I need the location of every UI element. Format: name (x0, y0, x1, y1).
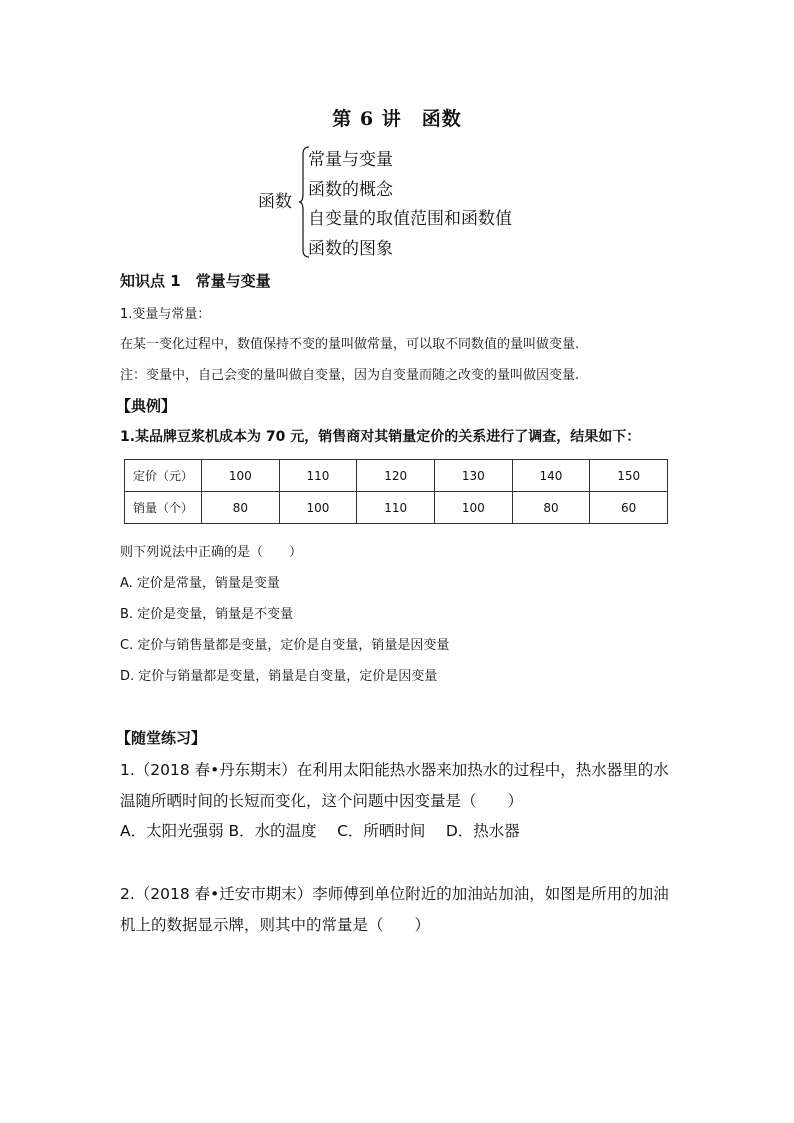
practice-q2-line1: 2.（2018 春•迁安市期末）李师傅到单位附近的加油站加油，如图是所用的加油 (120, 885, 669, 903)
practice-q2-line2: 机上的数据显示牌，则其中的常量是（ ） (120, 916, 431, 934)
overview-label: 函数 (258, 192, 292, 212)
table-cell: 100 (434, 492, 512, 524)
option-c: C. 定价与销售量都是变量，定价是自变量，销量是因变量 (120, 638, 450, 653)
option-d: D. 定价与销量都是变量，销量是自变量，定价是因变量 (120, 669, 438, 684)
table-cell: 100 (279, 492, 357, 524)
example-heading: 【典例】 (116, 397, 177, 415)
table-cell: 80 (202, 492, 280, 524)
table-cell: 110 (279, 460, 357, 492)
practice-q1-options: A．太阳光强弱 B．水的温度 C．所晒时间 D．热水器 (120, 822, 520, 840)
section-subheading: 1.变量与常量： (120, 307, 211, 322)
row-header: 定价（元） (125, 460, 202, 492)
table-cell: 100 (202, 460, 280, 492)
table-cell: 120 (357, 460, 435, 492)
practice-heading: 【随堂练习】 (116, 729, 207, 747)
option-a: A. 定价是常量，销量是变量 (120, 576, 280, 591)
table-cell: 110 (357, 492, 435, 524)
table-row (125, 492, 668, 524)
practice-q1-line1: 1.（2018 春•丹东期末）在利用太阳能热水器来加热水的过程中，热水器里的水 (120, 761, 669, 779)
example-question: 1.某品牌豆浆机成本为 70 元，销售商对其销量定价的关系进行了调查，结果如下： (120, 429, 641, 445)
definition-text: 在某一变化过程中，数值保持不变的量叫做常量，可以取不同数值的量叫做变量. (120, 337, 580, 352)
price-sales-table (124, 459, 668, 524)
table-cell: 140 (512, 460, 590, 492)
table-cell: 60 (590, 492, 668, 524)
table-cell: 130 (434, 460, 512, 492)
overview-item: 常量与变量 (308, 150, 393, 170)
row-header: 销量（个） (125, 492, 202, 524)
overview-item: 函数的概念 (308, 180, 393, 200)
practice-q1-line2: 温随所晒时间的长短而变化，这个问题中因变量是（ ） (120, 792, 524, 810)
table-cell: 80 (512, 492, 590, 524)
table-row (125, 460, 668, 492)
option-b: B. 定价是变量，销量是不变量 (120, 607, 294, 622)
overview-item: 自变量的取值范围和函数值 (308, 209, 512, 229)
example-prompt: 则下列说法中正确的是（ ） (120, 545, 303, 560)
section-heading: 知识点 1 常量与变量 (120, 272, 271, 290)
page-title: 第 6 讲 函数 (332, 108, 462, 130)
note-text: 注：变量中，自己会变的量叫做自变量，因为自变量而随之改变的量叫做因变量. (120, 368, 580, 383)
table-cell: 150 (590, 460, 668, 492)
overview-item: 函数的图象 (308, 239, 393, 259)
